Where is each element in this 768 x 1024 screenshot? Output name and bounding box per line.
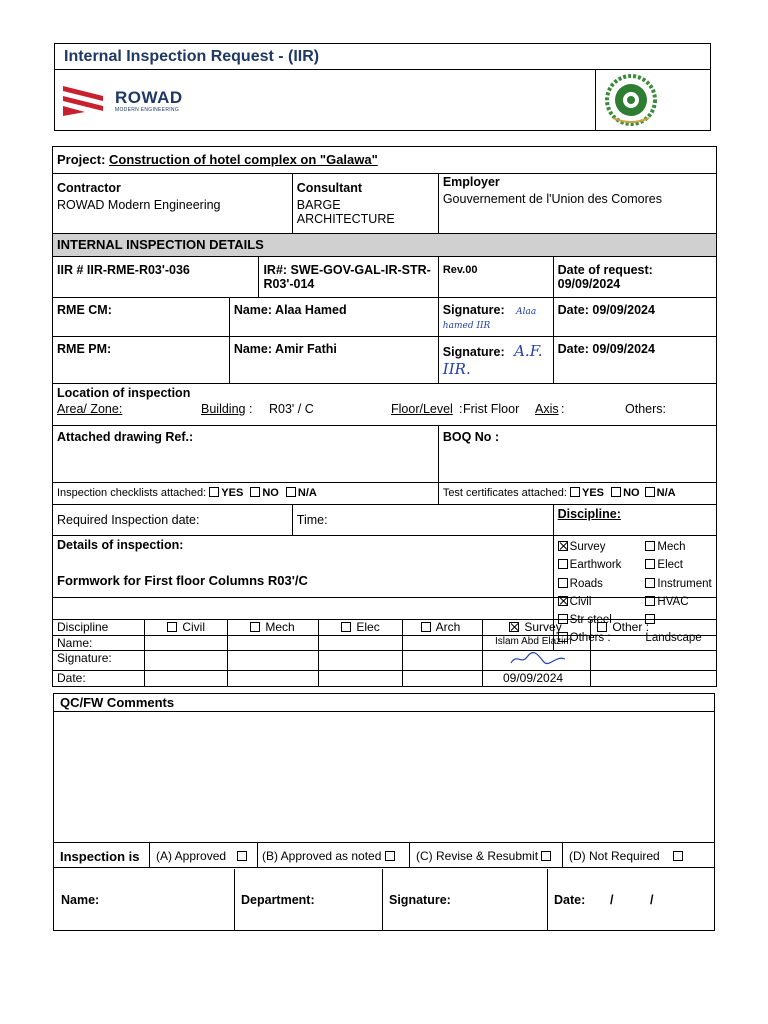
qc-department: Department:: [241, 893, 315, 907]
test-certs-yes: YES: [582, 487, 605, 499]
other-label: Other :: [612, 620, 650, 634]
revision: Rev.00: [438, 257, 553, 298]
discipline-option-label: Others :: [569, 632, 611, 645]
signoff-col-survey: [483, 620, 591, 636]
discipline-option-label: Roads: [569, 577, 603, 590]
test-certs-cell: [438, 483, 716, 505]
test-certs-no: NO: [623, 487, 640, 499]
employer-label: Employer: [442, 175, 500, 189]
iir-number: IIR # IIR-RME-R03'-036: [53, 257, 259, 298]
consultant-value: BARGE ARCHITECTURE: [296, 198, 395, 226]
discipline-left-option[interactable]: [558, 538, 646, 556]
elec-checkbox[interactable]: [341, 622, 351, 632]
checklists-no-checkbox[interactable]: [250, 487, 260, 497]
comoros-seal-icon: [603, 72, 659, 133]
discipline-left-option[interactable]: [558, 556, 646, 574]
checklists-na: N/A: [297, 487, 317, 499]
test-certs-no-checkbox[interactable]: [611, 487, 621, 497]
discipline-left-option[interactable]: [558, 575, 646, 593]
mech-label: Mech: [265, 620, 295, 634]
civil-label: Civil: [182, 620, 206, 634]
discipline-right-option[interactable]: [645, 575, 712, 593]
contractor-value: ROWAD Modern Engineering: [57, 198, 221, 212]
qc-options-row: [54, 842, 714, 868]
signoff-name-label: Name:: [53, 636, 145, 651]
location-cell: [53, 384, 717, 426]
signoff-col-arch: [403, 620, 483, 636]
qc-comments-area[interactable]: [54, 712, 714, 842]
survey-checkbox[interactable]: [509, 622, 519, 632]
employer-value: Gouvernement de l'Union des Comores: [442, 192, 662, 206]
option-revise-checkbox[interactable]: [541, 851, 551, 861]
header-box: [54, 43, 711, 131]
survey-signature: [483, 651, 591, 671]
consultant-label: Consultant: [296, 181, 363, 195]
signoff-col-other: [591, 620, 717, 636]
others-label: Others:: [625, 402, 666, 416]
rme-cm-signature: Alaa hamed IIR: [442, 307, 537, 331]
inspection-is-label: Inspection is: [60, 849, 140, 864]
option-approved-label: (A) Approved: [156, 849, 227, 863]
time-field: Time:: [292, 505, 553, 536]
option-not-required-label: (D) Not Required: [569, 849, 660, 863]
details-value: Formwork for First floor Columns R03'/C: [57, 573, 308, 588]
rme-pm-signature: A.F. IIR.: [442, 342, 543, 378]
discipline-checkbox[interactable]: [558, 559, 568, 569]
mech-checkbox[interactable]: [250, 622, 260, 632]
option-approved-noted-label: (B) Approved as noted: [262, 849, 382, 863]
spacer-row: [52, 597, 717, 620]
qc-date: Date:: [554, 893, 586, 907]
discipline-right-option[interactable]: [645, 556, 712, 574]
elec-label: Elec: [356, 620, 380, 634]
civil-checkbox[interactable]: [167, 622, 177, 632]
option-approved[interactable]: [156, 849, 249, 863]
qc-name: Name:: [61, 893, 100, 907]
ir-number: IR#: SWE-GOV-GAL-IR-STR-R03'-014: [259, 257, 438, 298]
rme-pm-date: Date: 09/09/2024: [553, 337, 716, 384]
arch-checkbox[interactable]: [421, 622, 431, 632]
signoff-col-civil: [145, 620, 228, 636]
signoff-signature-label: Signature:: [53, 651, 145, 671]
rme-pm-label: RME PM:: [53, 337, 230, 384]
discipline-checkbox[interactable]: [558, 578, 568, 588]
discipline-checkbox[interactable]: [645, 578, 655, 588]
date-of-request: Date of request: 09/09/2024: [553, 257, 716, 298]
option-approved-noted-checkbox[interactable]: [385, 851, 395, 861]
qc-signature: Signature:: [389, 893, 451, 907]
discipline-option-label: Civil: [569, 595, 592, 608]
area-zone-label: Area/ Zone:: [57, 402, 123, 416]
discipline-checkbox[interactable]: [645, 541, 655, 551]
section-title: INTERNAL INSPECTION DETAILS: [53, 234, 717, 257]
other-checkbox[interactable]: [597, 622, 607, 632]
signoff-discipline-label: Discipline: [53, 620, 145, 636]
main-form: [52, 146, 717, 651]
discipline-option-label: Survey: [569, 541, 606, 553]
survey-signature-mark-icon: [509, 651, 569, 667]
rme-cm-label: RME CM:: [53, 298, 230, 337]
qc-box: [53, 693, 715, 931]
discipline-option-label: Instrument: [657, 577, 712, 590]
location-title: Location of inspection: [57, 386, 191, 400]
option-revise-label: (C) Revise & Resubmit: [416, 849, 539, 863]
discipline-option-label: HVAC: [657, 595, 689, 608]
arch-label: Arch: [435, 620, 461, 634]
rme-pm-name: Name: Amir Fathi: [229, 337, 438, 384]
seal-divider: [595, 69, 596, 131]
required-date: Required Inspection date:: [53, 505, 293, 536]
floor-value: Frist Floor: [463, 402, 520, 416]
project-value: Construction of hotel complex on "Galawa": [109, 152, 378, 167]
contractor-label: Contractor: [57, 181, 121, 195]
survey-name: Islam Abd Elazim: [483, 636, 591, 651]
option-not-required[interactable]: [569, 849, 685, 863]
boq-number: BOQ No :: [438, 426, 716, 483]
logo-sub: MODERN ENGINEERING: [115, 107, 180, 113]
drawing-ref: Attached drawing Ref.:: [53, 426, 439, 483]
rme-pm-signature-label: Signature:: [442, 345, 505, 359]
checklists-label: Inspection checklists attached:: [57, 487, 207, 499]
test-certs-yes-checkbox[interactable]: [570, 487, 580, 497]
contractor-cell: [53, 174, 293, 234]
consultant-cell: [292, 174, 438, 234]
employer-cell: [438, 174, 716, 234]
checklists-yes: YES: [221, 487, 244, 499]
discipline-option-label: Str steel: [569, 614, 612, 627]
option-not-required-checkbox[interactable]: [673, 851, 683, 861]
qc-signoff-row: [54, 869, 714, 931]
rme-pm-signature-cell: [438, 337, 553, 384]
test-certs-label: Test certificates attached:: [442, 487, 567, 499]
test-certs-na-checkbox[interactable]: [645, 487, 655, 497]
checklists-na-checkbox[interactable]: [286, 487, 296, 497]
option-approved-checkbox[interactable]: [237, 851, 247, 861]
discipline-title: Discipline:: [553, 505, 716, 536]
logo-name: ROWAD: [115, 88, 183, 107]
option-revise[interactable]: [416, 849, 553, 863]
qc-title: QC/FW Comments: [60, 695, 175, 710]
rme-cm-name: Name: Alaa Hamed: [229, 298, 438, 337]
project-label: Project:: [57, 152, 106, 167]
rme-cm-signature-label: Signature:: [442, 303, 505, 317]
discipline-option-label: Earthwork: [569, 559, 622, 572]
checklists-yes-checkbox[interactable]: [209, 487, 219, 497]
discipline-option-label: Landscape: [645, 632, 702, 645]
floor-label: Floor/Level: [391, 402, 453, 416]
discipline-right-option[interactable]: [645, 538, 712, 556]
checklists-no: NO: [262, 487, 279, 499]
project-row: [53, 147, 717, 174]
rme-cm-date: Date: 09/09/2024: [553, 298, 716, 337]
discipline-option-label: Mech: [657, 541, 686, 553]
survey-label: Survey: [524, 620, 562, 634]
signoff-col-elec: [319, 620, 403, 636]
location-fields: Area/ Zone: Building : R03' / C Floor/Level : Frist Floor Axis : Others:: [57, 402, 666, 416]
qc-date-slash-2: /: [650, 893, 654, 907]
rowad-logo: [63, 82, 213, 122]
discipline-checkbox[interactable]: [558, 541, 568, 551]
test-certs-na: N/A: [656, 487, 676, 499]
option-approved-noted[interactable]: [262, 849, 397, 863]
qc-date-slash-1: /: [610, 893, 614, 907]
details-title: Details of inspection:: [57, 538, 184, 552]
header-divider: [55, 69, 710, 70]
discipline-option-label: Elect: [657, 559, 683, 572]
building-label: Building: [201, 402, 246, 416]
signoff-col-mech: [228, 620, 319, 636]
header-title: Internal Inspection Request - (IIR): [64, 48, 320, 65]
building-value: R03' / C: [269, 402, 314, 416]
survey-date: 09/09/2024: [483, 671, 591, 687]
axis-label: Axis: [535, 402, 559, 416]
discipline-checkbox[interactable]: [645, 559, 655, 569]
checklists-cell: [53, 483, 439, 505]
rme-cm-signature-cell: [438, 298, 553, 337]
signoff-table: [52, 619, 717, 687]
signoff-date-label: Date:: [53, 671, 145, 687]
